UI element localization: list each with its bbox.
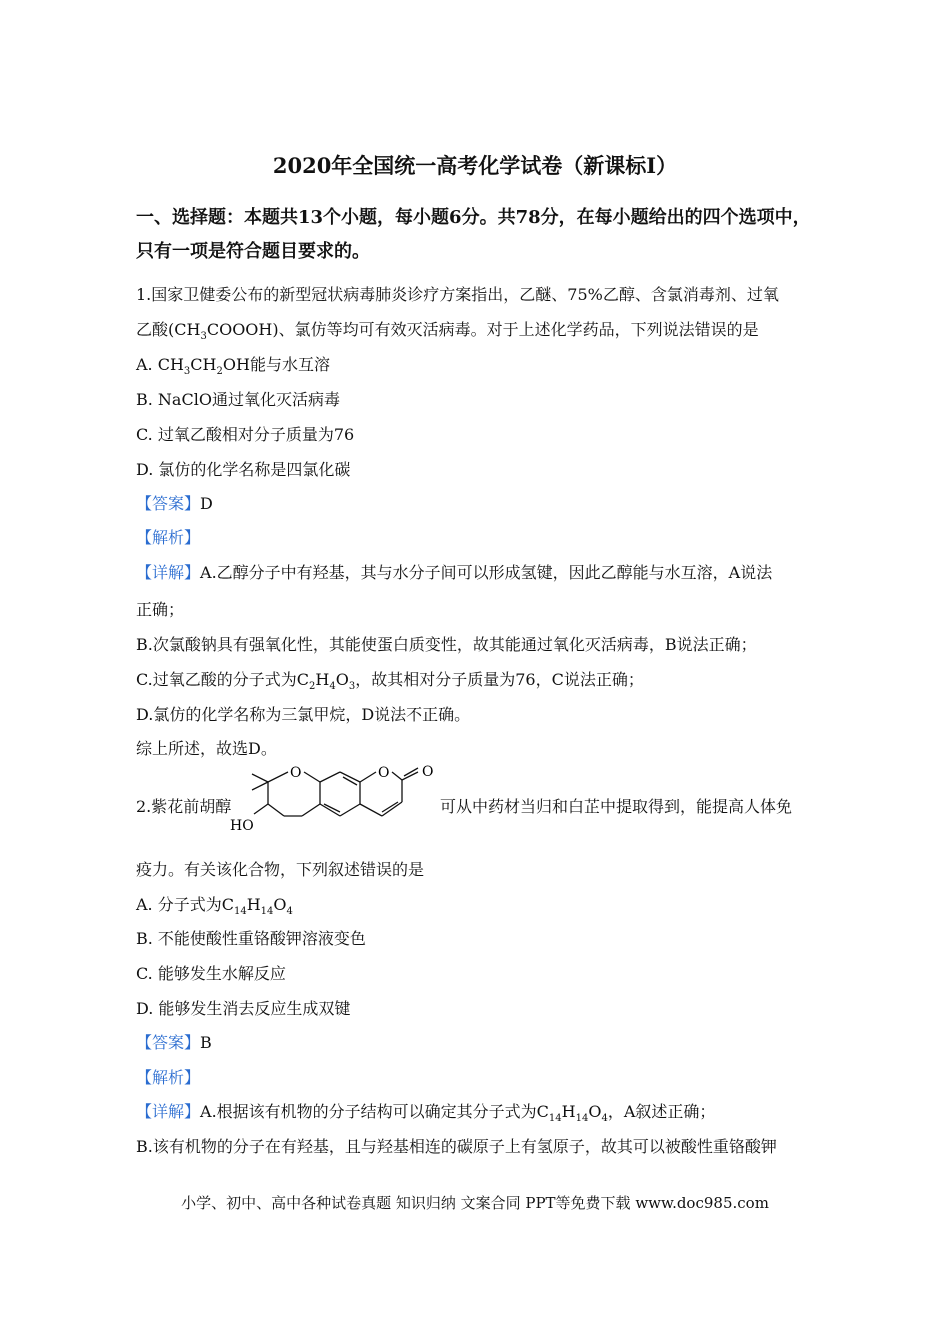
q1-detail-line5: 综上所述，故选D。 [136, 739, 277, 758]
q1-detail-line1b: 正确； [136, 600, 185, 619]
q1-detail-line3: C.过氧乙酸的分子式为$C_2H_4O_3$，故其相对分子质量为76，C说法正确； [136, 670, 644, 693]
q1-detail-line4: D.氯仿的化学名称为三氯甲烷，D说法不正确。 [136, 705, 471, 724]
q2-option-c: C. 能够发生水解反应 [136, 964, 286, 983]
q2-option-a: A. 分子式为$C_{14}H_{14}O_4$ [136, 895, 293, 918]
q2-option-d: D. 能够发生消去反应生成双键 [136, 999, 351, 1018]
q1-detail-line1: 【详解】A.乙醇分子中有羟基，其与水分子间可以形成氢键，因此乙醇能与水互溶，A说法 [136, 563, 773, 582]
mol-oxygen-3: O [422, 764, 434, 780]
q1-stem-line1: 1.国家卫健委公布的新型冠状病毒肺炎诊疗方案指出，乙醚、75%乙醇、含氯消毒剂、过氧 [136, 285, 779, 304]
mol-oxygen-1: O [290, 765, 302, 781]
q2-option-b: B. 不能使酸性重铬酸钾溶液变色 [136, 929, 366, 948]
q1-answer: 【答案】D [136, 494, 213, 513]
q2-stem-start: 2.紫花前胡醇 [136, 797, 232, 816]
section-heading: 一、选择题：本题共13个小题，每小题6分。共78分，在每小题给出的四个选项中，只有一项是符合题目要求的。 [136, 207, 811, 262]
q2-detail-line1: 【详解】A.根据该有机物的分子结构可以确定其分子式为$C_{14}H_{14}O_4$，A叙述正确； [136, 1102, 716, 1125]
q1-option-b: B. NaClO通过氧化灭活病毒 [136, 390, 340, 409]
q1-stem-line2: 乙酸$(CH_3COOOH)$、氯仿等均可有效灭活病毒。对于上述化学药品，下列说法错误的是 [136, 320, 759, 343]
q2-analysis-label: 【解析】 [136, 1068, 201, 1087]
q2-stem-cont: 可从中药材当归和白芷中提取得到，能提高人体免 [440, 797, 793, 816]
q2-detail-line2: B.该有机物的分子在有羟基，且与羟基相连的碳原子上有氢原子，故其可以被酸性重铬酸钾 [136, 1137, 777, 1156]
q1-option-a: A. $CH_3CH_2OH$能与水互溶 [136, 355, 330, 378]
page-footer: 小学、初中、高中各种试卷真题 知识归纳 文案合同 PPT等免费下载 www.doc985.com [181, 1194, 769, 1212]
q2-stem-end: 疫力。有关该化合物，下列叙述错误的是 [136, 860, 425, 879]
q1-option-d: D. 氯仿的化学名称是四氯化碳 [136, 460, 351, 479]
mol-hydroxyl: HO [230, 818, 254, 834]
page-title: 2020年全国统一高考化学试卷（新课标I） [272, 153, 678, 178]
q1-analysis-label: 【解析】 [136, 528, 201, 547]
q1-option-c: C. 过氧乙酸相对分子质量为76 [136, 425, 355, 444]
q2-answer: 【答案】B [136, 1033, 212, 1052]
q1-detail-line2: B.次氯酸钠具有强氧化性，其能使蛋白质变性，故其能通过氧化灭活病毒，B说法正确； [136, 635, 757, 654]
molecule-structure-image [230, 762, 440, 834]
mol-oxygen-2: O [378, 765, 390, 781]
